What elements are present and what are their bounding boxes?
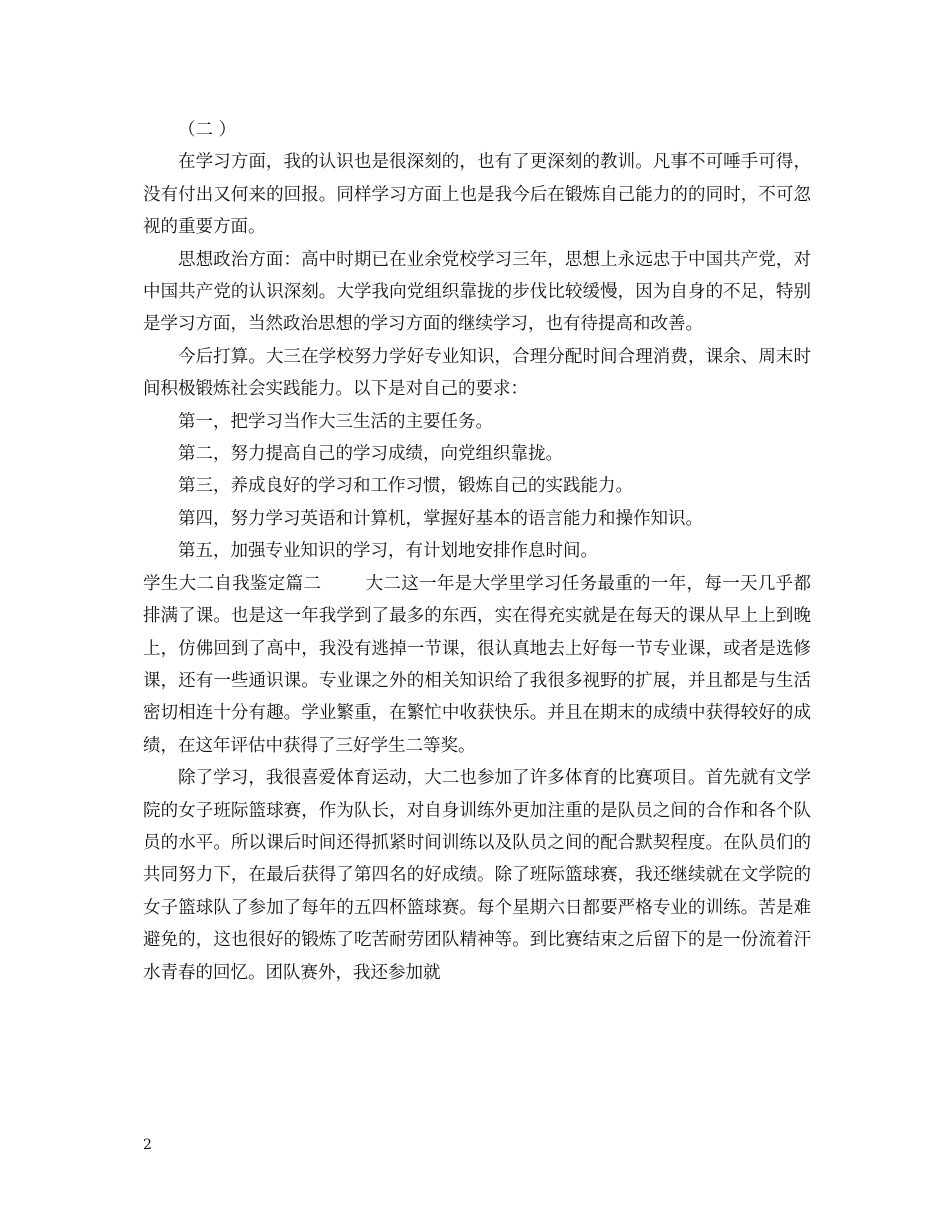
paragraph-politics: 思想政治方面：高中时期已在业余党校学习三年，思想上永远忠于中国共产党，对中国共产党的认识深刻。大学我向党组织靠拢的步伐比较缓慢，因为自身的不足，特别是学习方面，当然政治思想的学习方面的继续学习，也有待提高和改善。 [143,249,811,335]
paragraph-section-marker: （二 ） [178,120,237,140]
section-text: 大二这一年是大学里学习任务最重的一年，每一天几乎都排满了课。也是这一年我学到了最多的东西，实在得充实就是在每天的课从早上上到晚上，仿佛回到了高中，我没有逃掉一节课，很认真地去上好每一节专业课，或者是选修课，还有一些通识课。专业课之外的相关知识给了我很多视野的扩展，并且都是与生活密切相连十分有趣。学业繁重，在繁忙中收获快乐。并且在期末的成绩中获得较好的成绩，在这年评估中获得了三好学生二等奖。 [143,573,812,756]
list-item-second: 第二，努力提高自己的学习成绩，向党组织靠拢。 [178,444,563,465]
list-item-first: 第一，把学习当作大三生活的主要任务。 [178,411,493,432]
paragraph-plans: 今后打算。大三在学校努力学好专业知识，合理分配时间合理消费，课余、周末时间积极锻炼社会实践能力。以下是对自己的要求： [143,346,811,400]
list-item-fifth: 第五，加强专业知识的学习，有计划地安排作息时间。 [178,541,598,562]
paragraph-sophomore-study [143,568,811,762]
paragraph-sports: 除了学习，我很喜爱体育运动，大二也参加了许多体育的比赛项目。首先就有文学院的女子班际篮球赛，作为队长，对自身训练外更加注重的是队员之间的合作和各个队员的水平。所以课后时间还得抓紧时间训练以及队员之间的配合默契程度。在队员们的共同努力下，在最后获得了第四名的好成绩。除了班际篮球赛，我还继续就在文学院的女子篮球队了参加了每年的五四杯篮球赛。每个星期六日都要严格专业的训练。苦是难避免的，这也很好的锻炼了吃苦耐劳团队精神等。到比赛结束之后留下的是一份流着汗水青春的回忆。团队赛外，我还参加就 [143,768,811,983]
list-item-fourth: 第四，努力学习英语和计算机，掌握好基本的语言能力和操作知识。 [178,508,703,529]
section-heading: 学生大二自我鉴定篇二 [143,573,322,594]
document-body [143,114,811,989]
page-number: 2 [143,1137,152,1153]
paragraph-study: 在学习方面，我的认识也是很深刻的，也有了更深刻的教训。凡事不可唾手可得，没有付出又何来的回报。同样学习方面上也是我今后在锻炼自己能力的的同时，不可忽视的重要方面。 [143,152,811,238]
list-item-third: 第三，养成良好的学习和工作习惯，锻炼自己的实践能力。 [178,476,633,497]
